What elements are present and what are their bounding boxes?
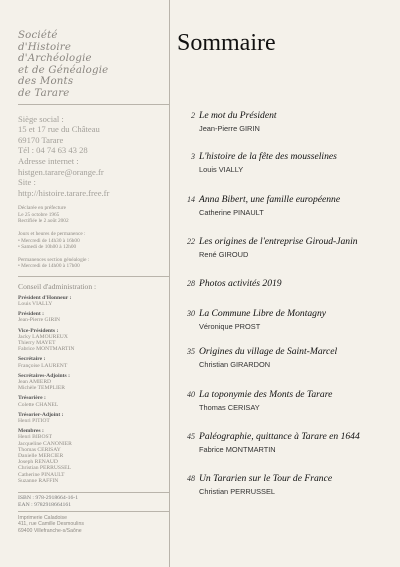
printer-line: Imprimerie Caladoise xyxy=(18,514,68,521)
council-member: Henri PITIOT xyxy=(18,417,50,424)
council-member: Louis VIALLY xyxy=(18,300,53,307)
council-groups xyxy=(18,295,161,484)
council-group xyxy=(18,328,161,353)
society-title-line: d'Histoire xyxy=(18,41,72,53)
council-role: Trésorière : xyxy=(18,395,46,402)
toc-page-number: 3 xyxy=(191,152,195,161)
council-group xyxy=(18,395,161,407)
hq-city: 69170 Tarare xyxy=(18,134,64,145)
printer-line: 69400 Villefranche-s/Saône xyxy=(18,527,82,534)
toc-author: Louis VIALLY xyxy=(199,165,244,174)
council-member: Thierry MAYET xyxy=(18,339,56,346)
council-group xyxy=(18,295,161,307)
table-of-contents xyxy=(170,0,400,567)
declaration-line: Déclarée en préfecture xyxy=(18,205,66,212)
toc-page-number: 2 xyxy=(191,111,195,120)
council-member: Colette CHANEL xyxy=(18,401,59,408)
ean-line: EAN : 9782918664161 xyxy=(18,501,72,508)
toc-article-title: Origines du village de Saint-Marcel xyxy=(199,346,338,357)
council-role: Président d'Honneur : xyxy=(18,294,72,301)
toc-page-number: 14 xyxy=(187,195,195,204)
council-member: Danielle MERCIER xyxy=(18,452,64,459)
genealogy-hours-line: Permanences section généalogie : xyxy=(18,257,90,264)
hq-email: histgen.tarare@orange.fr xyxy=(18,166,104,177)
toc-article-title: Un Tararien sur le Tour de France xyxy=(199,473,333,484)
council-role: Président : xyxy=(18,311,44,318)
council-role: Vice-Présidents : xyxy=(18,327,59,334)
council-member: Thomas CERISAY xyxy=(18,446,61,453)
council-role: Trésorier-Adjoint : xyxy=(18,411,64,418)
council-group xyxy=(18,311,161,323)
headquarters-info xyxy=(18,114,161,199)
council-member: Michèle TEMPLIER xyxy=(18,385,65,392)
hours-line: Jours et heures de permanence : xyxy=(18,231,86,238)
society-title-line: des Monts xyxy=(18,76,74,88)
council-role: Membres : xyxy=(18,428,44,435)
hours-line: • Mercredi de 14h30 à 16h00 xyxy=(18,237,80,244)
declaration-line: Le 25 octobre 1965 xyxy=(18,211,60,218)
toc-article-title: La toponymie des Monts de Tarare xyxy=(199,389,333,400)
genealogy-hours xyxy=(18,257,161,270)
council-group xyxy=(18,428,161,484)
genealogy-hours-line: • Mercredi de 14h00 à 17h00 xyxy=(18,263,80,270)
toc-page-number: 22 xyxy=(187,237,195,246)
toc-page-number: 48 xyxy=(187,474,195,483)
hq-site: http://histoire.tarare.free.fr xyxy=(18,187,110,198)
toc-article-title: Paléographie, quittance à Tarare en 1644 xyxy=(199,431,360,442)
toc-author: Jean-Pierre GIRIN xyxy=(199,124,260,133)
hours-line: • Samedi de 10h00 à 12h00 xyxy=(18,243,77,250)
divider xyxy=(18,276,169,277)
council-member: Joseph RENAUD xyxy=(18,459,58,466)
divider xyxy=(18,104,169,105)
hq-label: Siège social : xyxy=(18,113,64,124)
toc-page-number: 45 xyxy=(187,432,195,441)
hq-address: 15 et 17 rue du Château xyxy=(18,124,100,135)
society-title-line: d'Archéologie xyxy=(18,53,92,65)
council-role: Secrétaire : xyxy=(18,356,46,363)
hq-site-label: Site : xyxy=(18,177,36,188)
toc-author: René GIROUD xyxy=(199,250,249,259)
council-member: Jean-Pierre GIRIN xyxy=(18,317,61,324)
toc-article-title: Les origines de l'entreprise Giroud-Janin xyxy=(199,236,358,247)
council-group xyxy=(18,412,161,424)
toc-article-title: Photos activités 2019 xyxy=(199,278,282,289)
toc-author: Véronique PROST xyxy=(199,322,261,331)
council-group xyxy=(18,373,161,392)
toc-author: Thomas CERISAY xyxy=(199,403,260,412)
toc-author: Christian PERRUSSEL xyxy=(199,487,275,496)
council-member: Jean AMIERD xyxy=(18,378,52,385)
council-role: Secrétaires-Adjoints : xyxy=(18,372,70,379)
toc-page-number: 35 xyxy=(187,347,195,356)
society-title xyxy=(18,30,161,100)
toc-article-title: L'histoire de la fête des mousselines xyxy=(199,151,337,162)
declaration xyxy=(18,205,161,224)
toc-article-title: Anna Bibert, une famille européenne xyxy=(199,194,341,205)
toc-article-title: Le mot du Président xyxy=(199,110,277,121)
council-member: Fabrice MONTMARTIN xyxy=(18,346,75,353)
council-member: Christian PERRUSSEL xyxy=(18,465,71,472)
council-member: Suzanne RAFFIN xyxy=(18,477,59,484)
printer-info xyxy=(18,515,161,534)
hq-phone: Tél : 04 74 63 43 28 xyxy=(18,145,88,156)
council-member: Jacky LAMOUREUX xyxy=(18,333,68,340)
printer-line: 411, rue Camille Desmoulins xyxy=(18,521,84,528)
council-member: Françoise LAURENT xyxy=(18,362,68,369)
left-column xyxy=(0,0,170,567)
council-member: Catherine PINAULT xyxy=(18,471,65,478)
council-group xyxy=(18,356,161,368)
isbn-line: ISBN : 978-2918664-16-1 xyxy=(18,494,79,501)
page-title: Sommaire xyxy=(177,30,276,56)
council-member: Henri BIBOST xyxy=(18,434,53,441)
society-title-line: Société xyxy=(18,30,58,41)
toc-page-number: 40 xyxy=(187,390,195,399)
council-member: Jacqueline CANONIER xyxy=(18,440,72,447)
toc-article-title: La Commune Libre de Montagny xyxy=(199,308,327,319)
isbn-block xyxy=(18,492,169,512)
opening-hours xyxy=(18,231,161,250)
toc-author: Fabrice MONTMARTIN xyxy=(199,445,276,454)
society-title-line: et de Généalogie xyxy=(18,64,109,76)
council-title: Conseil d'administration : xyxy=(18,281,97,291)
hq-email-label: Adresse internet : xyxy=(18,155,79,166)
society-title-line: de Tarare xyxy=(18,87,70,99)
toc-page-number: 28 xyxy=(187,279,195,288)
toc-author: Christian GIRARDON xyxy=(199,360,271,369)
declaration-line: Rectifiée le 2 août 2002 xyxy=(18,217,69,224)
toc-page-number: 30 xyxy=(187,309,195,318)
toc-author: Catherine PINAULT xyxy=(199,208,264,217)
